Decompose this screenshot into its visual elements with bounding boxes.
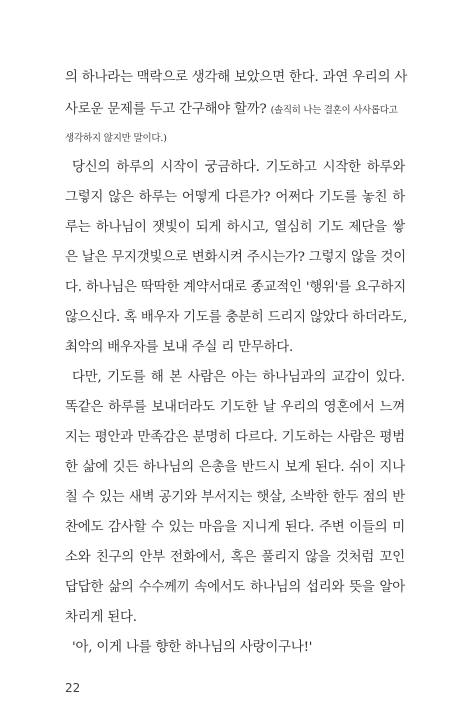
body-line-1: 의 하나라는 맥락으로 생각해 보았으면 한다. 과연 우리의 사	[65, 70, 408, 85]
quote-line: '아, 이게 나를 향한 하나님의 사랑이구나!'	[72, 640, 313, 655]
body-line-14: 한 삶에 깃든 하나님의 은총을 반드시 보게 된다. 쉬이 지나	[65, 460, 405, 475]
body-line-9: 않으신다. 혹 배우자 기도를 충분히 드리지 않았다 하더라도,	[65, 310, 408, 325]
body-line-6: 루는 하나님이 잿빛이 되게 하시고, 열심히 기도 제단을 쌓	[65, 220, 405, 235]
body-line-2	[65, 100, 405, 121]
body-line-16: 찬에도 감사할 수 있는 마음을 지니게 된다. 주변 이들의 미	[65, 520, 405, 535]
body-line-15: 칠 수 있는 새벽 공기와 부서지는 햇살, 소박한 한두 점의 반	[65, 490, 405, 505]
body-line-17: 소와 친구의 안부 전화에서, 혹은 풀리지 않을 것처럼 꼬인	[65, 550, 405, 565]
body-line-8: 다. 하나님은 딱딱한 계약서대로 종교적인 '행위'를 요구하지	[65, 280, 407, 295]
footnote-inline: (솔직히 나는 결혼이 사사롭다고	[270, 105, 398, 116]
body-line-13: 지는 평안과 만족감은 분명히 다르다. 기도하는 사람은 평범	[65, 430, 405, 445]
footnote-continued: 생각하지 않지만 말이다.)	[65, 133, 167, 144]
body-line-5: 그렇지 않은 하루는 어떻게 다른가? 어쩌다 기도를 놓친 하	[65, 190, 405, 205]
body-line-11: 다만, 기도를 해 본 사람은 아는 하나님과의 교감이 있다.	[72, 370, 405, 385]
page-number: 22	[65, 681, 81, 695]
body-line-7: 은 날은 무지갯빛으로 변화시켜 주시는가? 그렇지 않을 것이	[65, 250, 407, 265]
body-line-18: 답답한 삶의 수수께끼 속에서도 하나님의 섭리와 뜻을 알아	[65, 580, 405, 595]
body-line-12: 똑같은 하루를 보내더라도 기도한 날 우리의 영혼에서 느껴	[65, 400, 405, 415]
body-line-19: 차리게 된다.	[65, 610, 137, 625]
body-line-2-text: 사로운 문제를 두고 간구해야 할까?	[65, 102, 267, 117]
body-line-10: 최악의 배우자를 보내 주실 리 만무하다.	[65, 340, 294, 355]
body-line-4: 당신의 하루의 시작이 궁금하다. 기도하고 시작한 하루와	[72, 160, 405, 175]
